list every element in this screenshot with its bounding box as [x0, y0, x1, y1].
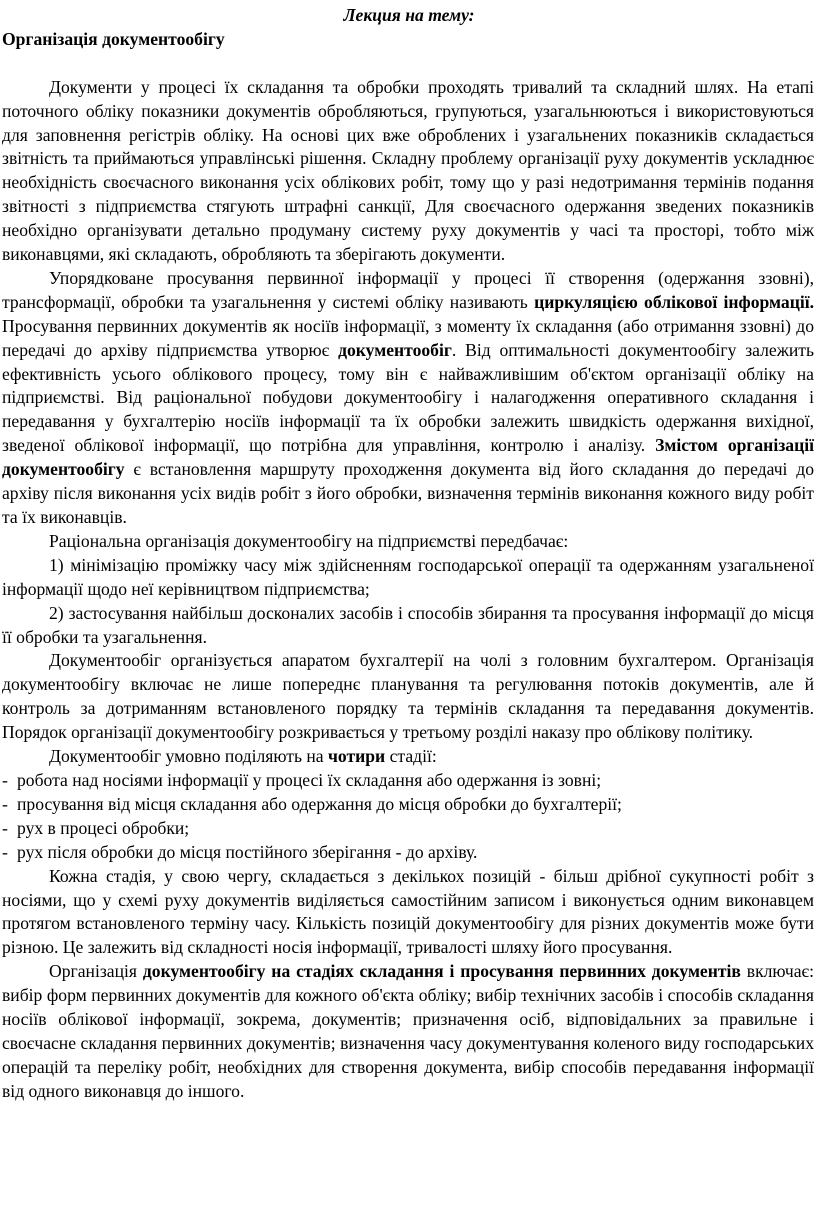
paragraph-1: Документи у процесі їх складання та обробки проходять тривалий та складний шлях. На етапі поточного обліку показники документів обробляються, групуються, узагальнюються і використовуються для заповнення регістрів обліку. На основі цих вже оброблених і узагальнених показників складається звітність та приймаються управлінські рішення. Складну проблему організації руху документів ускладнює необхідність своєчасного виконання усіх облікових робіт, тому що у разі недотримання термінів подання звітності з підприємства стягують штрафні санкції, Для своєчасного одержання зведених показників необхідно організувати детально продуману систему руху документів у часі та просторі, тобто між виконавцями, які складають, обробляють та зберігають документи. [2, 76, 814, 265]
stage-text: рух після обробки до місця постійного зберігання - до архіву. [17, 841, 478, 862]
stage-text: рух в процесі обробки; [17, 817, 190, 838]
paragraph-7 [2, 745, 814, 769]
paragraph-9 [2, 960, 814, 1103]
list-item [2, 769, 814, 793]
paragraph-7-text-a: Документообіг умовно поділяють на [49, 746, 328, 767]
dash-marker: - [2, 841, 8, 862]
list-item [2, 841, 814, 865]
dash-marker: - [2, 817, 8, 838]
term-document-flow: документообіг [338, 339, 452, 360]
term-four: чотири [328, 746, 386, 767]
paragraph-9-text-c: включає: вибір форм первинних документів для кожного об'єкта обліку; вибір технічних засобів і способів складання носіїв облікової інформації, зокрема, документів; призначення осіб, відповідальних за правильне і своєчасне складання первинних документів; визначення часу документування коленого виду господарських операцій та переліку робіт, необхідних для створення документа, вибір способів передавання інформації від одного виконавця до іншого. [2, 961, 815, 1101]
paragraph-7-text-c: стадії: [385, 746, 437, 767]
stage-text: робота над носіями інформації у процесі їх складання або одержання із зовні; [17, 769, 602, 790]
lecture-subtitle: Організація документообігу [2, 28, 225, 49]
term-circulation: циркуляцією облікової інформації. [534, 291, 815, 312]
paragraph-2 [2, 267, 814, 530]
paragraph-6: Документообіг організується апаратом бухгалтерії на чолі з головним бухгалтером. Організація документообігу включає не лише попереднє планування та регулювання потоків документів, але й контроль за дотриманням встановленого порядку та термінів складання та передавання документів. Порядок організації документообігу розкривається у третьому розділі наказу про облікову політику. [2, 650, 814, 743]
paragraph-5: 2) застосування найбільш досконалих засобів і способів збирання та просування інформації до місця її обробки та узагальнення. [2, 602, 814, 647]
paragraph-4: 1) мінімізацію проміжку часу між здійсненням господарської операції та одержанням узагальненої інформації щодо неї керівництвом підприємства; [2, 554, 814, 599]
lecture-title: Лекция на тему: [343, 5, 475, 25]
paragraph-3: Раціональна організація документообігу на підприємстві передбачає: [49, 530, 569, 551]
term-stages-of-creation: документообігу на стадіях складання і просування первинних документів [142, 961, 741, 982]
list-item [2, 817, 814, 841]
paragraph-2-text-e: . Від оптимальності документообігу залежить ефективність усього облікового процесу, тому він є найважливішим об'єктом організації обліку на підприємстві. Від раціональної побудови документообігу і налагодження оперативного складання і передавання у бухгалтерію носіїв інформації та їх обробки залежить швидкість одержання вихідної, зведеної облікової інформації, що потрібна для управління, контролю і аналізу. [2, 339, 814, 456]
dash-marker: - [2, 793, 8, 814]
dash-marker: - [2, 769, 8, 790]
paragraph-8: Кожна стадія, у свою чергу, складається з декількох позицій - більш дрібної сукупності робіт з носіями, що у схемі руху документів виділяється самостійним записом і виконується одним виконавцем протягом встановленого терміну часу. Кількість позицій документообігу для різних документів може бути різною. Це залежить від складності носія інформації, тривалості шляху його просування. [2, 865, 814, 958]
term-content-of-organization: Змістом організації документообігу [2, 435, 814, 480]
paragraph-2-text-a: Упорядковане просування первинної інформації у процесі її створення (одержання ззовні), трансформації, обробки та узагальнення у системі обліку називають [2, 267, 814, 312]
paragraph-2-text-g: є встановлення маршруту проходження документа від його складання до передачі до архіву після виконання усіх видів робіт з його обробки, визначення термінів виконання кожного виду робіт та їх виконавців. [2, 459, 814, 528]
paragraph-2-text-c: Просування первинних документів як носіїв інформації, з моменту їх складання (або отримання ззовні) до передачі до архіву підприємства утворює [2, 315, 814, 360]
stage-text: просування від місця складання або одержання до місця обробки до бухгалтерії; [17, 793, 622, 814]
stages-list [2, 769, 814, 865]
paragraph-9-text-a: Організація [49, 961, 143, 982]
list-item [2, 793, 814, 817]
